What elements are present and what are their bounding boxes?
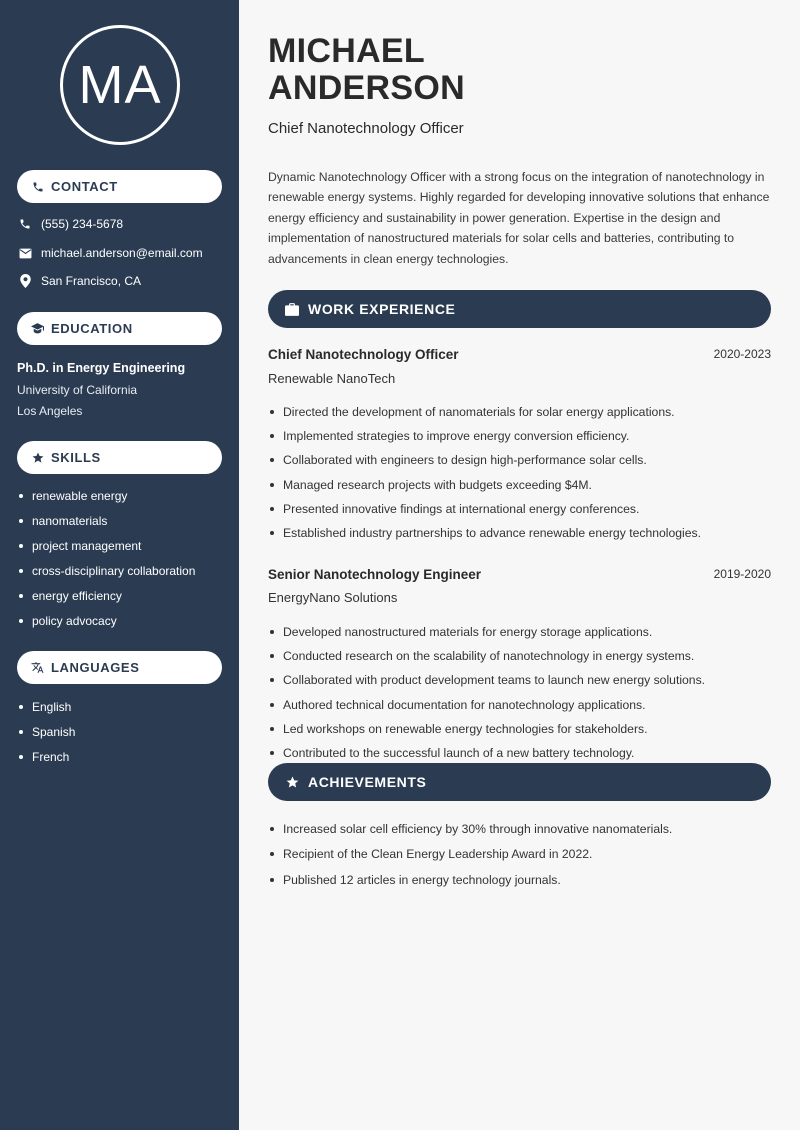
job-bullet: Conducted research on the scalability of nanotechnology in energy systems. bbox=[268, 644, 772, 668]
avatar bbox=[60, 25, 180, 145]
skill-item: project management bbox=[17, 533, 195, 558]
profile-summary: Dynamic Nanotechnology Officer with a strong focus on the integration of nanotechnology in renewable energy systems. Highly regarded for developing innovative solutions that enhance energy efficiency and sustainability in power generation. Expertise in the design and implementation of nanostructured materials for solar cells and batteries, contributing to advancements in clean energy technologies. bbox=[268, 170, 770, 266]
contact-email[interactable]: michael.anderson@email.com bbox=[41, 246, 203, 260]
skill-item: cross-disciplinary collaboration bbox=[17, 558, 195, 583]
languages-heading-pill bbox=[17, 651, 222, 684]
job-bullets bbox=[268, 400, 772, 545]
job-dates: 2020-2023 bbox=[713, 347, 771, 361]
language-item: Spanish bbox=[17, 719, 75, 744]
language-item: French bbox=[17, 744, 75, 769]
education-degree: Ph.D. in Energy Engineering bbox=[17, 361, 186, 375]
education-school: University of California bbox=[17, 383, 138, 397]
job-bullet: Managed research projects with budgets exceeding $4M. bbox=[268, 473, 772, 497]
mail-icon bbox=[18, 246, 32, 260]
languages-heading: LANGUAGES bbox=[51, 660, 140, 675]
briefcase-icon bbox=[285, 302, 299, 316]
education-city: Los Angeles bbox=[17, 404, 83, 418]
skills-heading: SKILLS bbox=[51, 450, 101, 465]
education-heading-pill bbox=[17, 312, 222, 345]
education-heading: EDUCATION bbox=[51, 321, 133, 336]
job-title: Senior Nanotechnology Engineer bbox=[268, 567, 482, 582]
star-icon bbox=[285, 775, 299, 789]
job-bullet: Led workshops on renewable energy technologies for stakeholders. bbox=[268, 717, 772, 741]
skill-item: renewable energy bbox=[17, 483, 195, 508]
achievement-item: Published 12 articles in energy technology journals. bbox=[268, 867, 772, 893]
candidate-title: Chief Nanotechnology Officer bbox=[268, 120, 464, 137]
location-pin-icon bbox=[18, 274, 32, 288]
contact-location-row bbox=[18, 274, 141, 288]
skills-heading-pill bbox=[17, 441, 222, 474]
job-bullet: Directed the development of nanomaterials for solar energy applications. bbox=[268, 400, 772, 424]
skill-item: energy efficiency bbox=[17, 583, 195, 608]
graduation-cap-icon bbox=[31, 322, 44, 335]
job-bullet: Established industry partnerships to advance renewable energy technologies. bbox=[268, 521, 772, 545]
candidate-name bbox=[268, 33, 465, 107]
job-title: Chief Nanotechnology Officer bbox=[268, 347, 459, 362]
work-experience-heading: WORK EXPERIENCE bbox=[308, 301, 456, 317]
skills-list bbox=[17, 483, 195, 633]
contact-email-row bbox=[18, 246, 203, 260]
star-icon bbox=[31, 451, 44, 464]
job-bullets bbox=[268, 620, 772, 765]
last-name: ANDERSON bbox=[268, 69, 465, 107]
phone-icon bbox=[31, 180, 44, 193]
job-company: EnergyNano Solutions bbox=[268, 590, 398, 605]
job-bullet: Collaborated with engineers to design high-performance solar cells. bbox=[268, 448, 772, 472]
contact-phone[interactable]: (555) 234-5678 bbox=[41, 217, 124, 231]
first-name: MICHAEL bbox=[268, 32, 425, 70]
phone-icon bbox=[18, 217, 32, 231]
sidebar bbox=[0, 0, 239, 1130]
achievements-list bbox=[268, 816, 772, 893]
achievements-heading-bar bbox=[268, 763, 771, 801]
achievement-item: Recipient of the Clean Energy Leadership Award in 2022. bbox=[268, 842, 772, 868]
skill-item: nanomaterials bbox=[17, 508, 195, 533]
skill-item: policy advocacy bbox=[17, 608, 195, 633]
job-bullet: Authored technical documentation for nanotechnology applications. bbox=[268, 693, 772, 717]
languages-list bbox=[17, 694, 75, 769]
work-experience-heading-bar bbox=[268, 290, 771, 328]
job-bullet: Implemented strategies to improve energy conversion efficiency. bbox=[268, 424, 772, 448]
language-item: English bbox=[17, 694, 75, 719]
translate-icon bbox=[31, 661, 44, 674]
contact-heading: CONTACT bbox=[51, 179, 118, 194]
job-bullet: Contributed to the successful launch of a new battery technology. bbox=[268, 741, 772, 765]
contact-heading-pill bbox=[17, 170, 222, 203]
achievements-heading: ACHIEVEMENTS bbox=[308, 774, 427, 790]
achievement-item: Increased solar cell efficiency by 30% through innovative nanomaterials. bbox=[268, 816, 772, 842]
job-company: Renewable NanoTech bbox=[268, 371, 396, 386]
job-bullet: Collaborated with product development teams to launch new energy solutions. bbox=[268, 668, 772, 692]
job-dates: 2019-2020 bbox=[713, 567, 771, 581]
job-bullet: Developed nanostructured materials for energy storage applications. bbox=[268, 620, 772, 644]
contact-phone-row bbox=[18, 217, 123, 231]
contact-location: San Francisco, CA bbox=[41, 274, 142, 288]
job-bullet: Presented innovative findings at international energy conferences. bbox=[268, 497, 772, 521]
avatar-initials: MA bbox=[78, 55, 162, 115]
